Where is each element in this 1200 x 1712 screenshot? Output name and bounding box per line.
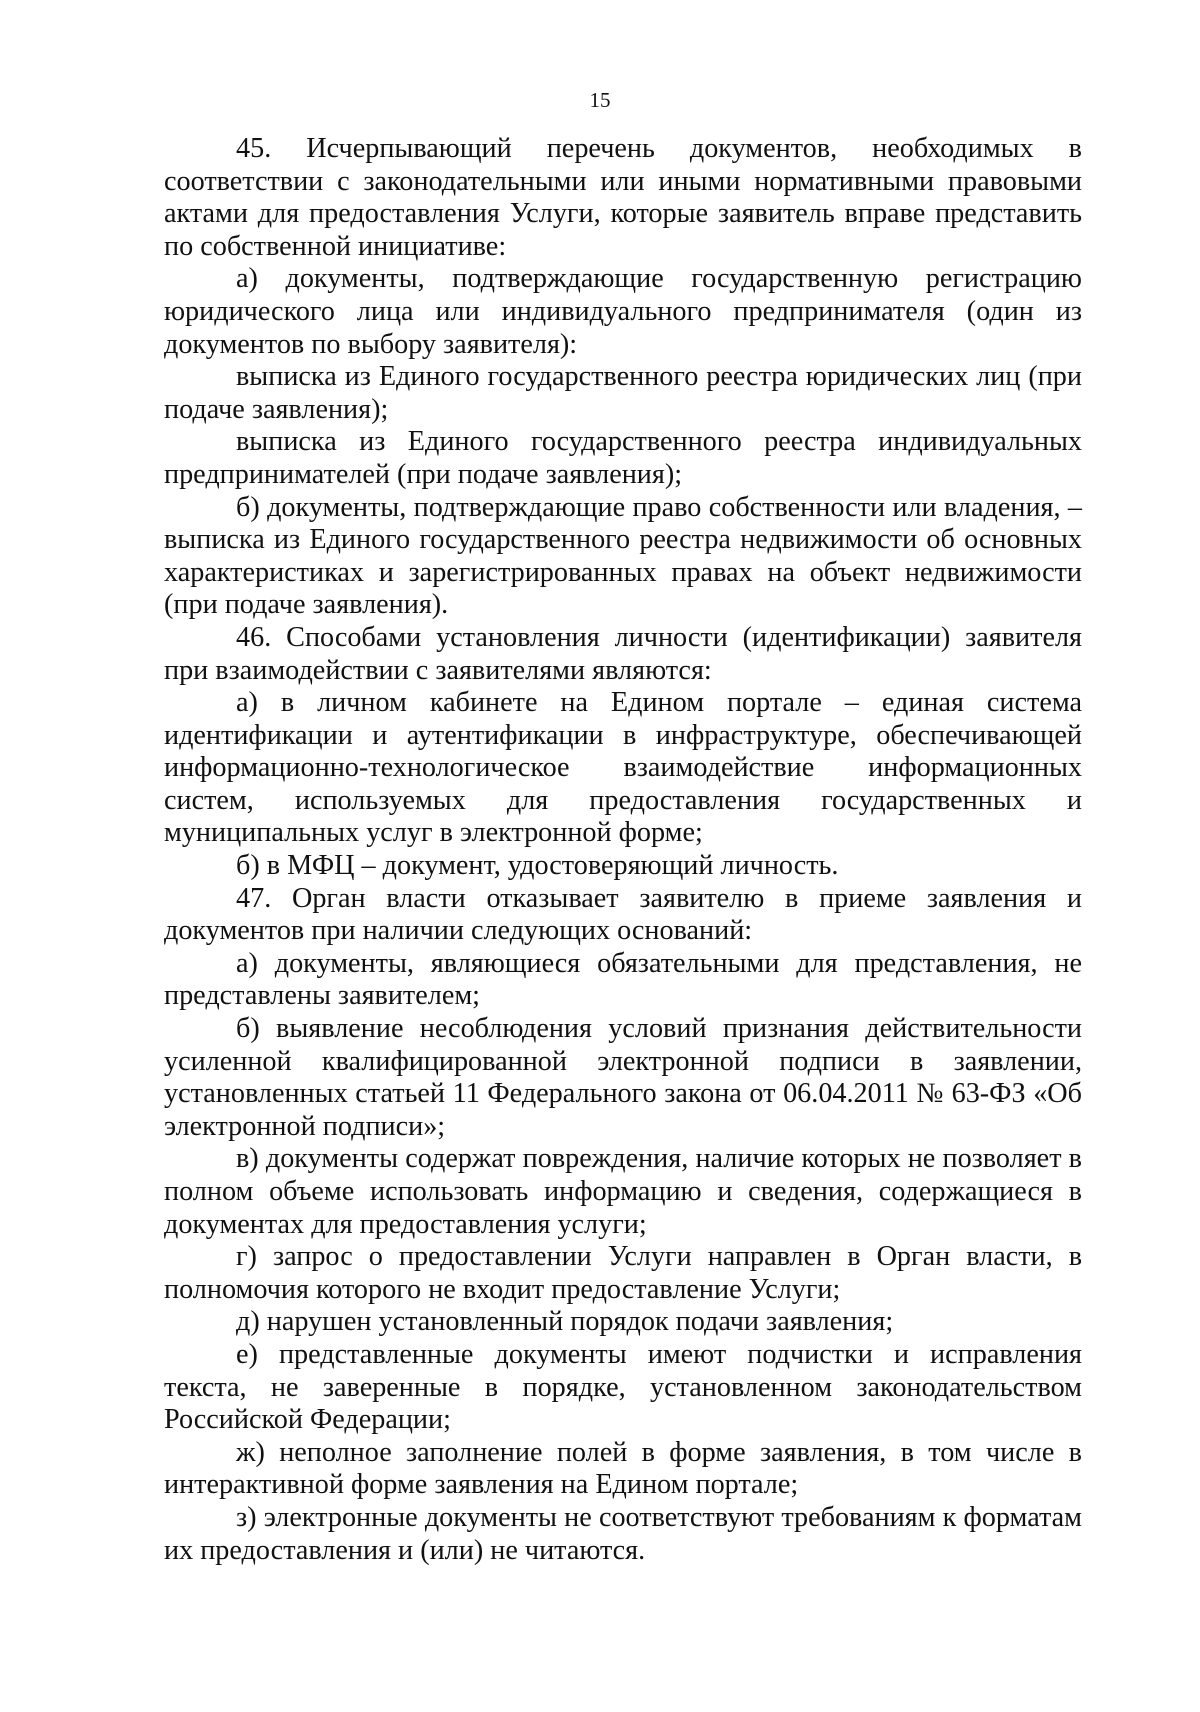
paragraph-47-a: а) документы, являющиеся обязательными для представления, не представлены заявителем; [164,947,1082,1012]
paragraph-47-zh: ж) неполное заполнение полей в форме заявления, в том числе в интерактивной форме заявления на Едином портале; [164,1436,1082,1501]
paragraph-47-e: е) представленные документы имеют подчистки и исправления текста, не заверенные в порядке, установленном законодательством Российской Федерации; [164,1338,1082,1436]
paragraph-47-v: в) документы содержат повреждения, наличие которых не позволяет в полном объеме использовать информацию и сведения, содержащиеся в документах для предоставления услуги; [164,1143,1082,1240]
paragraph-46: 46. Способами установления личности (идентификации) заявителя при взаимодействии с заявителями являются: [164,621,1082,686]
paragraph-45: 45. Исчерпывающий перечень документов, необходимых в соответствии с законодательными или иными нормативными правовыми актами для предоставления Услуги, которые заявитель вправе представить по собственной инициативе: [164,133,1082,262]
paragraph-45-a-item-1: выписка из Единого государственного реестра юридических лиц (при подаче заявления); [164,361,1082,425]
document-body [164,133,1082,1567]
paragraph-47-z: з) электронные документы не соответствуют требованиям к форматам их предоставления и (или) не читаются. [164,1501,1082,1566]
page-number: 15 [589,88,611,112]
paragraph-46-b: б) в МФЦ – документ, удостоверяющий личность. [236,850,839,882]
paragraph-46-a: а) в личном кабинете на Едином портале – единая система идентификации и аутентификации в инфраструктуре, обеспечивающей информационно-технологическое взаимодействие информационных систем, используемых для предоставления государственных и муниципальных услуг в электронной форме; [164,687,1082,849]
paragraph-47-g: г) запрос о предоставлении Услуги направлен в Орган власти, в полномочия которого не входит предоставление Услуги; [164,1241,1082,1305]
paragraph-45-a-item-2: выписка из Единого государственного реестра индивидуальных предпринимателей (при подаче заявления); [164,426,1082,490]
paragraph-45-a: а) документы, подтверждающие государственную регистрацию юридического лица или индивидуального предпринимателя (один из документов по выбору заявителя): [164,263,1082,360]
paragraph-47-b: б) выявление несоблюдения условий признания действительности усиленной квалифицированной электронной подписи в заявлении, установленных статьей 11 Федерального закона от 06.04.2011 № 63-ФЗ «Об электронной подписи»; [164,1013,1082,1142]
paragraph-45-b: б) документы, подтверждающие право собственности или владения, – выписка из Единого государственного реестра недвижимости об основных характеристиках и зарегистрированных правах на объект недвижимости (при подаче заявления). [164,491,1082,621]
paragraph-47-d: д) нарушен установленный порядок подачи заявления; [236,1306,894,1338]
paragraph-47: 47. Орган власти отказывает заявителю в приеме заявления и документов при наличии следующих оснований: [164,882,1082,947]
